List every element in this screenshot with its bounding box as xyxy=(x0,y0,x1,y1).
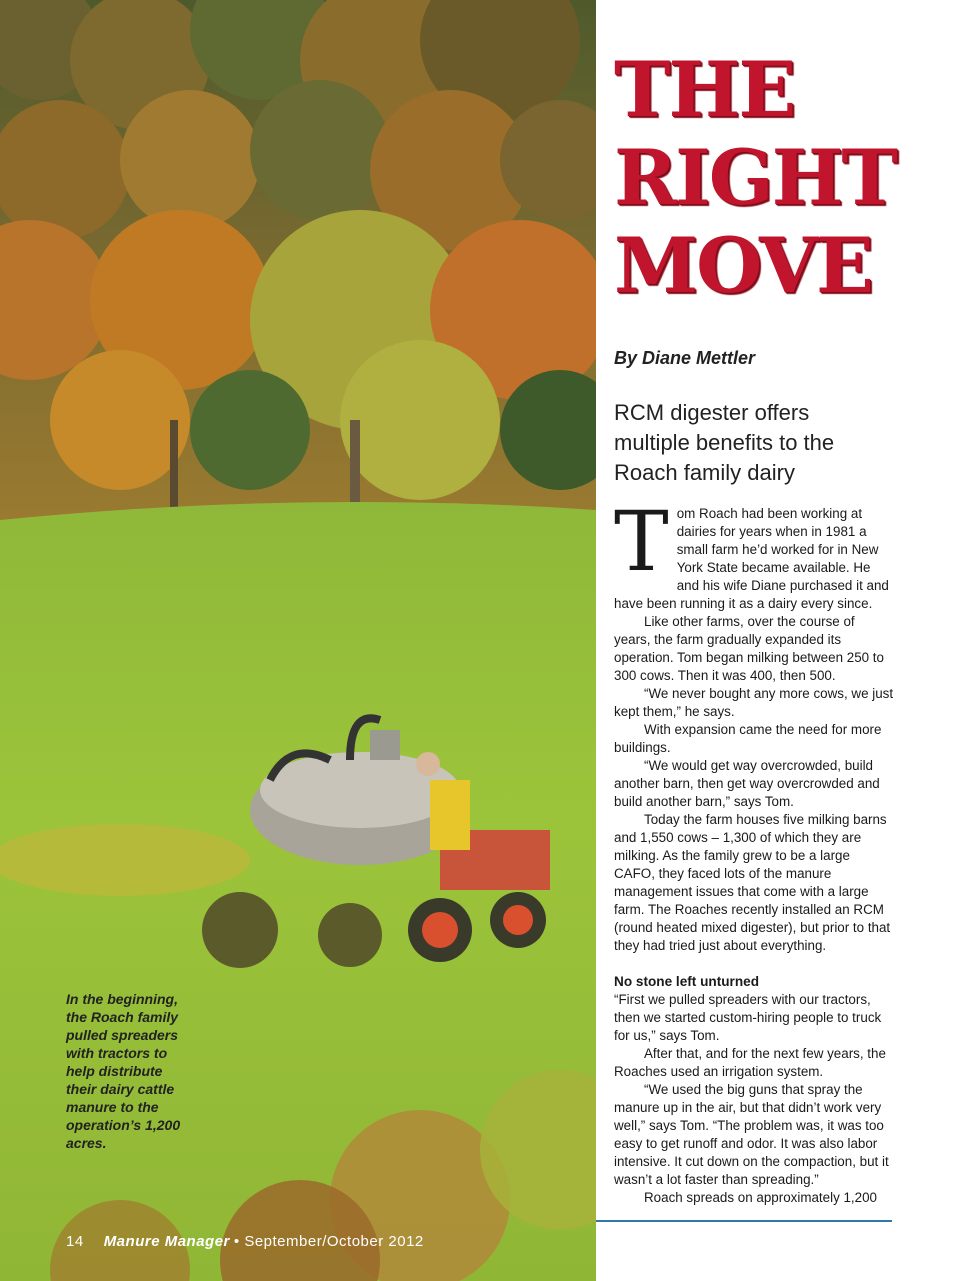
headline-line-2: RIGHT xyxy=(614,133,896,222)
page-number: 14 xyxy=(66,1233,84,1250)
folio-separator: • xyxy=(233,1233,240,1250)
article-headline xyxy=(614,46,914,310)
drop-cap: T xyxy=(614,495,669,590)
photo-caption: In the beginning, the Roach family pulled spreaders with tractors to help distribute their dairy cattle manure to the operation’s 1,200 acres. xyxy=(66,991,181,1151)
paragraph: “First we pulled spreaders with our tractors, then we started custom-hiring people to truck for us,” says Tom. xyxy=(614,992,882,1043)
headline-line-3: MOVE xyxy=(614,221,872,310)
paragraph: “We never bought any more cows, we just kept them,” he says. xyxy=(614,686,894,719)
forest-canopy xyxy=(0,0,596,500)
page-folio xyxy=(66,1233,424,1250)
article-body xyxy=(614,495,894,1207)
section-subhead: No stone left unturned xyxy=(614,974,759,989)
paragraph: Today the farm houses five milking barns and 1,550 cows – 1,300 of which they are milking. As the family grew to be a large CAFO, they faced lots of the manure management issues that come with a large farm. The Roaches recently installed an RCM (round heated mixed digester), but prior to that they had tried just about everything. xyxy=(614,812,891,953)
magazine-name: Manure Manager xyxy=(103,1233,230,1250)
paragraph: With expansion came the need for more buildings. xyxy=(614,722,882,755)
issue-date: September/October 2012 xyxy=(244,1233,424,1250)
headline-line-1: THE xyxy=(614,45,795,134)
paragraph-text: om Roach had been working at dairies for years when in 1981 a small farm he’d worked for in New York State became available. He and his wife Diane purchased it and have been running it as a dairy every since. xyxy=(614,506,889,611)
paragraph: After that, and for the next few years, the Roaches used an irrigation system. xyxy=(614,1046,886,1079)
paragraph: “We would get way overcrowded, build another barn, then get way overcrowded and build another barn,” says Tom. xyxy=(614,758,880,809)
article-deck: RCM digester offers multiple benefits to the Roach family dairy xyxy=(614,400,835,485)
paragraph xyxy=(614,495,894,613)
paragraph: Like other farms, over the course of years, the farm gradually expanded its operation. Tom began milking between 250 to 300 cows. Then it was 400, then 500. xyxy=(614,614,884,683)
paragraph: “We used the big guns that spray the manure up in the air, but that didn’t work very well,” says Tom. “The problem was, it was too easy to get runoff and odor. It was also labor intensive. It cut down on the compaction, but it wasn’t a lot faster than spreading.” xyxy=(614,1082,889,1187)
column-rule xyxy=(596,1220,892,1222)
byline: By Diane Mettler xyxy=(614,348,756,368)
paragraph: Roach spreads on approximately 1,200 xyxy=(644,1190,877,1205)
